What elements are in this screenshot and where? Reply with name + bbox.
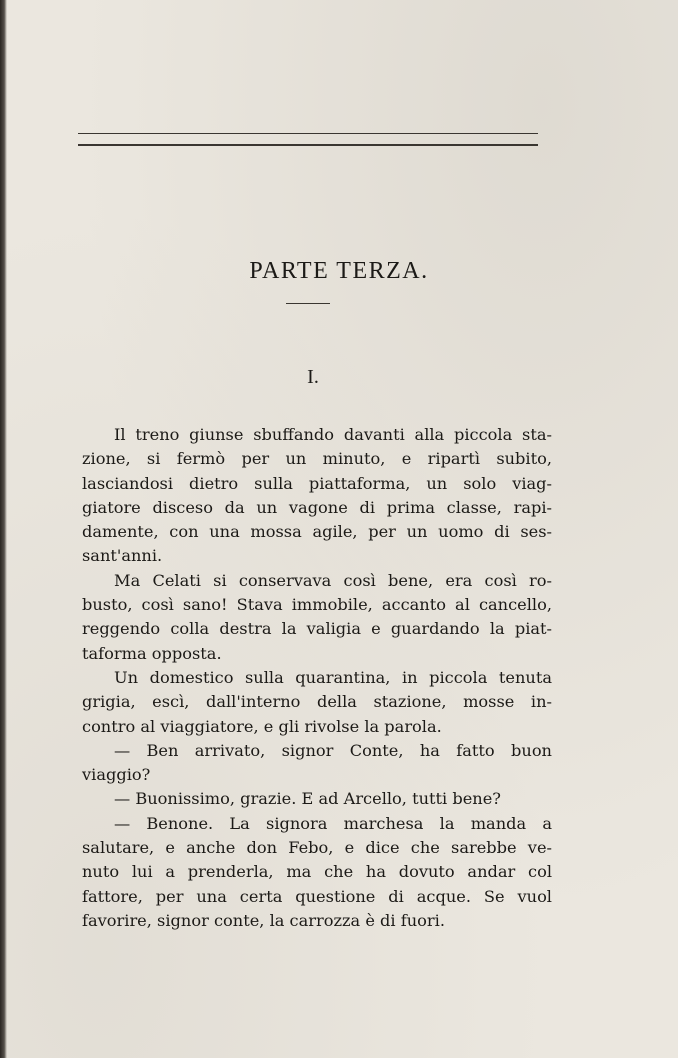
text-line: salutare, e anche don Febo, e dice che sarebbe ve- — [82, 838, 552, 858]
text-line: — Ben arrivato, signor Conte, ha fatto buon — [114, 740, 552, 760]
text-line: damente, con una mossa agile, per un uomo di ses- — [82, 522, 552, 542]
paragraph — [82, 787, 552, 811]
paragraph — [82, 423, 552, 569]
text-line: taforma opposta. — [82, 643, 222, 663]
text-line: giatore disceso da un vagone di prima classe, rapi- — [82, 497, 552, 517]
page-binding-edge — [0, 0, 7, 1058]
paragraph — [82, 666, 552, 739]
text-line: busto, così sano! Stava immobile, accanto al cancello, — [82, 595, 552, 615]
title-divider — [286, 303, 330, 304]
text-line: grigia, escì, dall'interno della stazione, mosse in- — [82, 692, 552, 712]
text-line: sant'anni. — [82, 546, 163, 566]
text-line: favorire, signor conte, la carrozza è di fuori. — [82, 910, 445, 930]
text-line: — Benone. La signora marchesa la manda a — [114, 813, 552, 833]
text-line: lasciandosi dietro sulla piattaforma, un solo viag- — [82, 473, 552, 493]
header-rule-top — [78, 133, 538, 134]
part-title: PARTE TERZA. — [249, 258, 429, 284]
text-line: viaggio? — [82, 765, 151, 785]
text-line: zione, si fermò per un minuto, e ripartì subito, — [82, 449, 552, 469]
text-line: reggendo colla destra la valigia e guardando la piat- — [82, 619, 552, 639]
text-line: Un domestico sulla quarantina, in piccola tenuta — [114, 667, 552, 687]
body-text — [82, 423, 552, 933]
chapter-number: I. — [307, 366, 319, 388]
text-line: contro al viaggiatore, e gli rivolse la parola. — [82, 716, 442, 736]
text-line: — Buonissimo, grazie. E ad Arcello, tutti bene? — [114, 789, 501, 809]
header-rule-bottom — [78, 144, 538, 146]
paragraph — [82, 739, 552, 788]
text-line: Il treno giunse sbuffando davanti alla piccola sta- — [114, 425, 552, 444]
paragraph — [82, 812, 552, 933]
text-line: nuto lui a prenderla, ma che ha dovuto andar col — [82, 862, 552, 882]
text-line: Ma Celati si conservava così bene, era così ro- — [114, 570, 552, 590]
text-line: fattore, per una certa questione di acque. Se vuol — [82, 886, 552, 906]
paragraph — [82, 569, 552, 666]
